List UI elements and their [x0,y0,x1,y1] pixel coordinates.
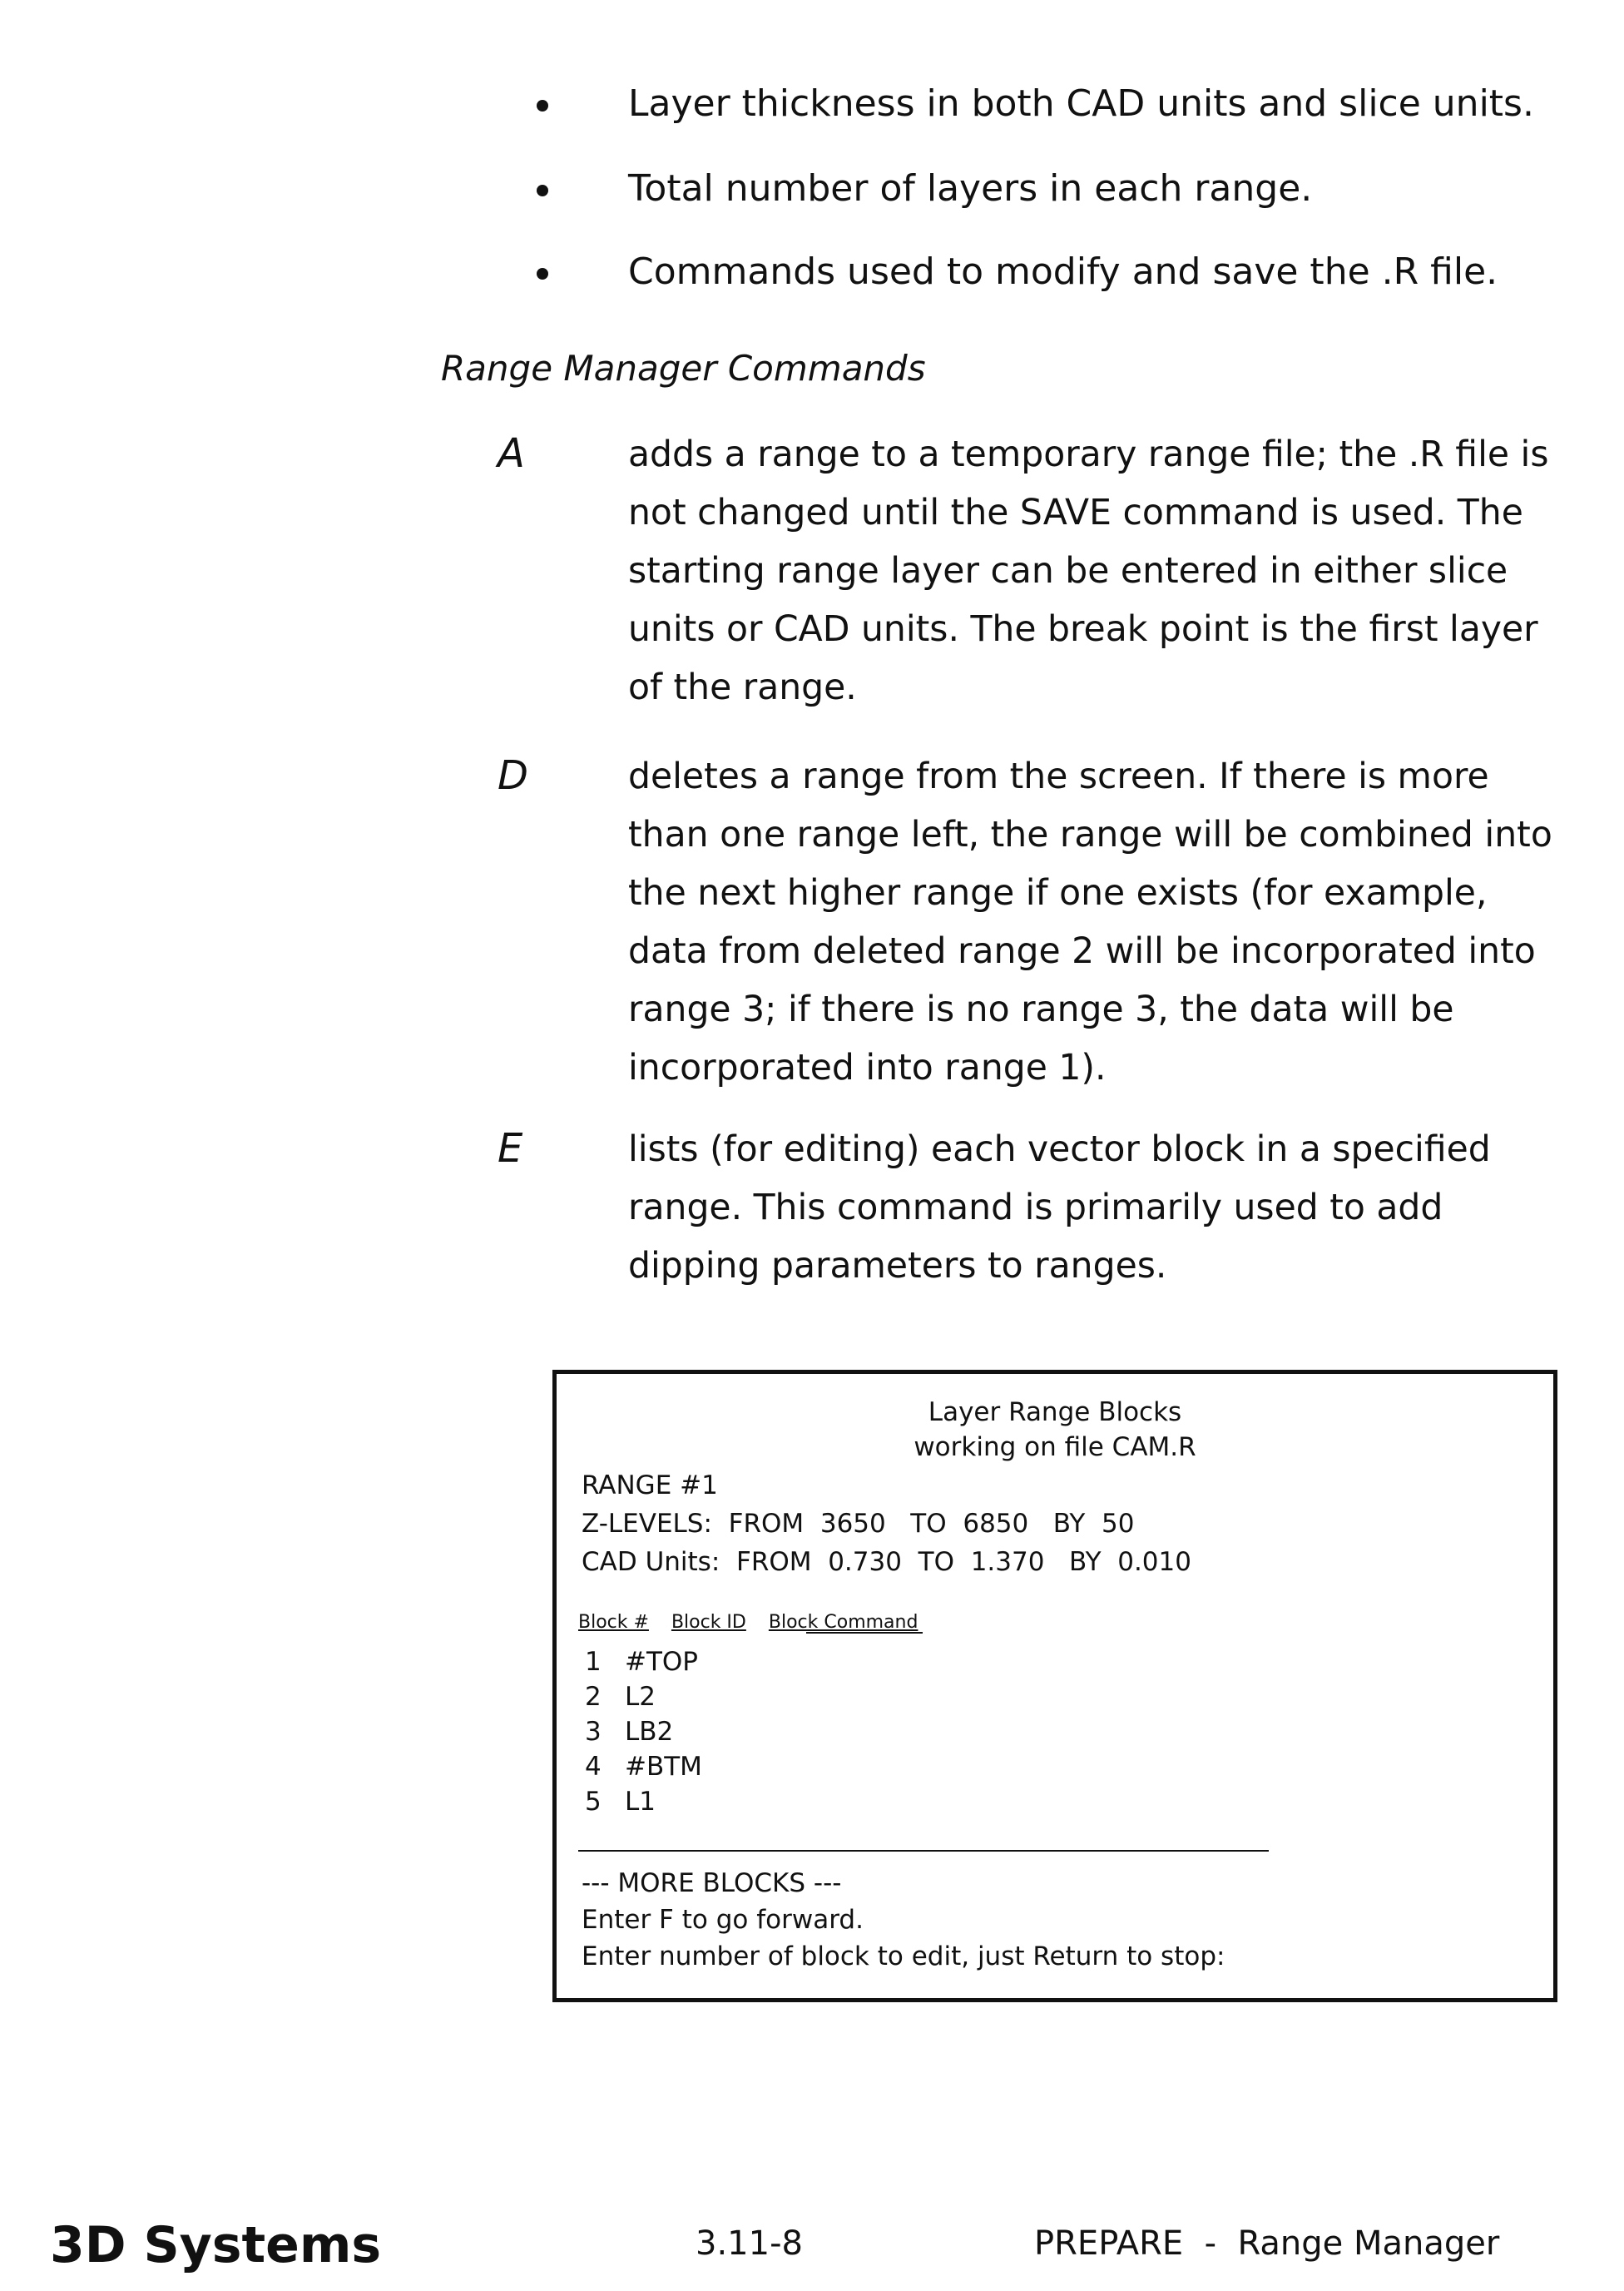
bullet-icon [537,268,548,280]
bullet-item: Commands used to modify and save the .R file. [628,249,1498,295]
description-line: the next higher range if one exists (for example, [628,865,1585,923]
block-row [585,1713,673,1750]
description-line: deletes a range from the screen. If there is more [628,748,1585,806]
column-header-block-number: Block # [578,1610,649,1635]
description-line: range 3; if there is no range 3, the data will be [628,981,1585,1039]
block-number: 3 [585,1713,625,1750]
description-line: range. This command is primarily used to add [628,1179,1585,1237]
description-line: adds a range to a temporary range file; the .R file is [628,426,1585,484]
screen-subtitle: working on file CAM.R [557,1429,1553,1465]
description-line: of the range. [628,659,1585,717]
block-row [585,1644,698,1680]
footer-brand: 3D Systems [50,2216,381,2274]
command-description [628,1121,1585,1296]
more-blocks-indicator: --- MORE BLOCKS --- [582,1865,841,1902]
description-line: than one range left, the range will be combined into [628,806,1585,865]
block-row [585,1679,656,1715]
block-id: #TOP [625,1647,698,1677]
command-description [628,748,1585,1098]
description-line: incorporated into range 1). [628,1039,1585,1098]
screen-divider [578,1850,1269,1852]
command-letter: E [498,1119,522,1178]
block-number: 5 [585,1783,625,1820]
forward-prompt: Enter F to go forward. [582,1902,864,1938]
bullet-item: Layer thickness in both CAD units and slice units. [628,81,1534,127]
command-letter: A [498,424,525,483]
z-levels-line: Z-LEVELS: FROM 3650 TO 6850 BY 50 [582,1505,1134,1542]
description-line: lists (for editing) each vector block in a specified [628,1121,1585,1179]
block-id: L1 [625,1787,656,1817]
description-line: starting range layer can be entered in either slice [628,543,1585,601]
column-header-block-command: Block Command [769,1610,918,1635]
description-line: units or CAD units. The break point is the first layer [628,601,1585,659]
command-description [628,426,1585,717]
description-line: data from deleted range 2 will be incorporated into [628,923,1585,981]
bullet-item: Total number of layers in each range. [628,166,1312,212]
edit-prompt: Enter number of block to edit, just Return to stop: [582,1938,1225,1975]
range-label: RANGE #1 [582,1467,718,1504]
block-number: 1 [585,1644,625,1680]
block-id: #BTM [625,1752,702,1782]
block-id: LB2 [625,1717,673,1747]
terminal-screen [552,1370,1557,2002]
block-id: L2 [625,1682,656,1712]
description-line: not changed until the SAVE command is used. The [628,484,1585,543]
page-number: 3.11-8 [696,2224,803,2263]
column-header-block-id: Block ID [671,1610,746,1635]
bullet-icon [537,100,548,112]
block-row [585,1783,656,1820]
cad-units-line: CAD Units: FROM 0.730 TO 1.370 BY 0.010 [582,1544,1191,1580]
block-number: 4 [585,1748,625,1785]
bullet-icon [537,185,548,196]
header-underline [806,1632,923,1634]
section-heading: Range Manager Commands [441,348,926,389]
section-title: PREPARE - Range Manager [1034,2224,1499,2263]
block-number: 2 [585,1679,625,1715]
description-line: dipping parameters to ranges. [628,1237,1585,1296]
block-row [585,1748,702,1785]
command-letter: D [498,746,528,805]
screen-title: Layer Range Blocks [557,1394,1553,1431]
